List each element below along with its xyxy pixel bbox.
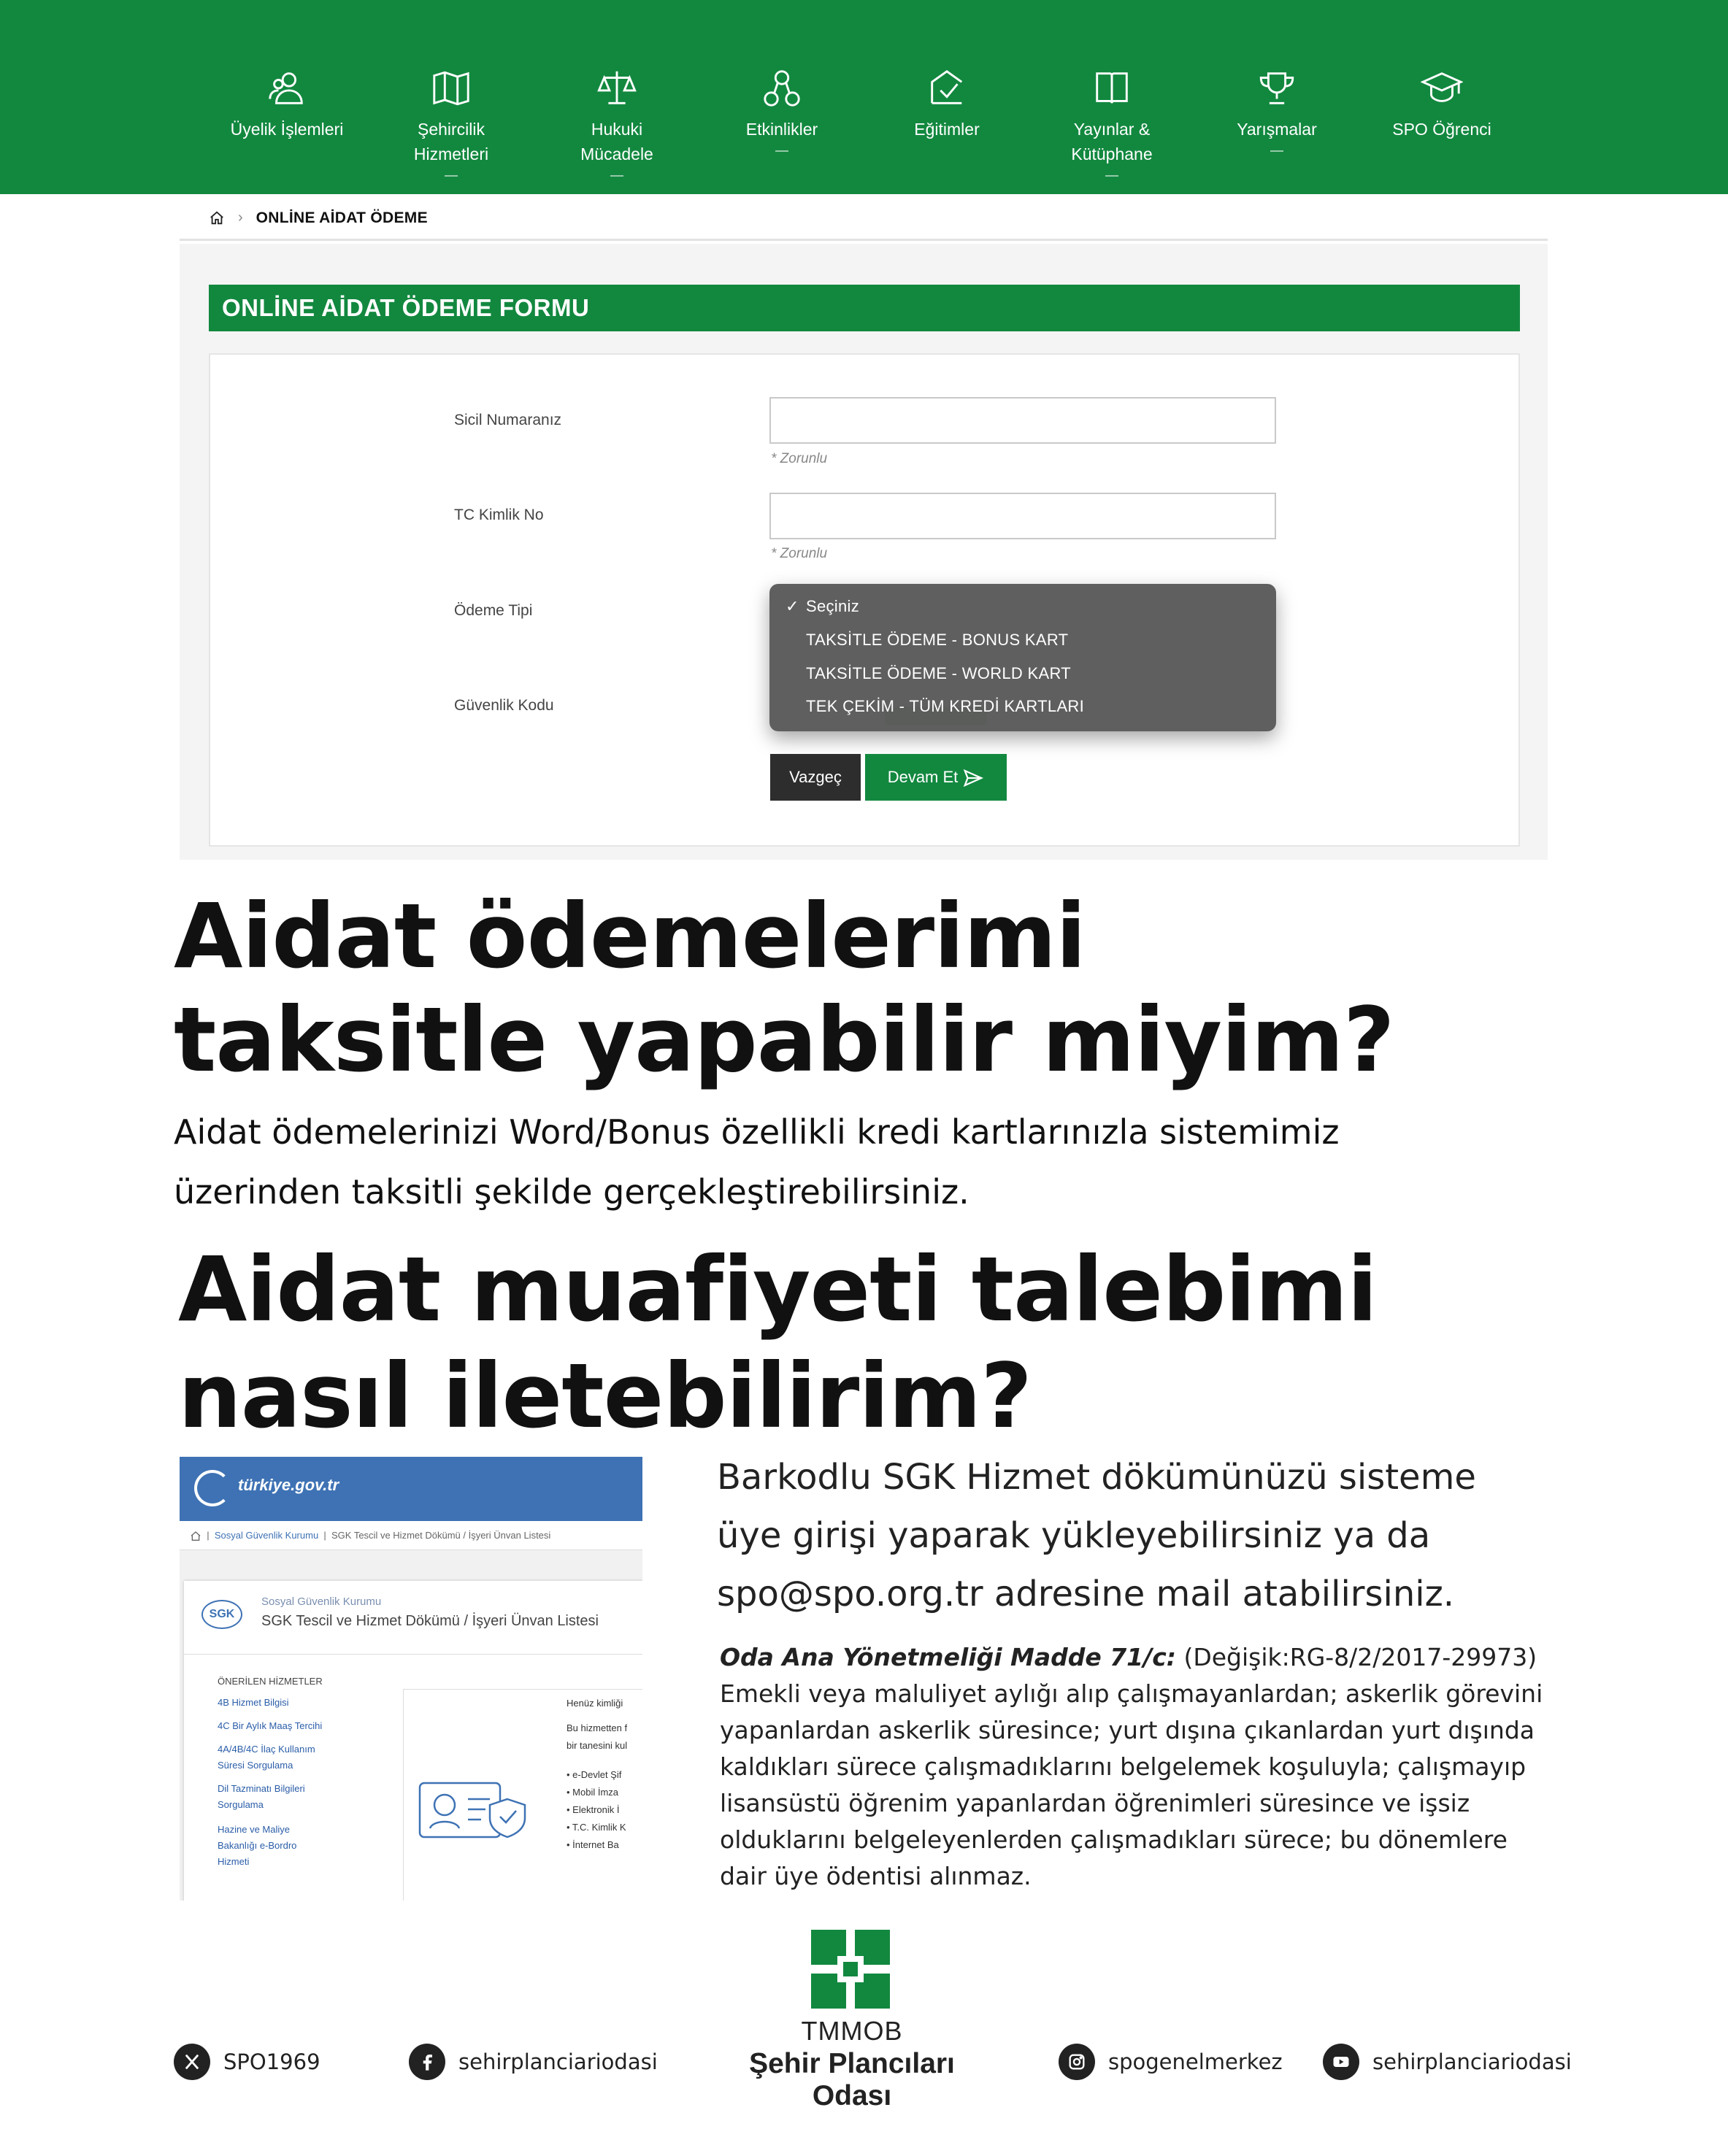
regulation-line: dair üye ödentisi alınmaz.: [720, 1862, 1032, 1890]
sgk-title: SGK Tescil ve Hizmet Dökümü / İşyeri Ünvan Listesi: [261, 1613, 599, 1629]
sgk-screenshot: [180, 1457, 642, 1901]
continue-button-label: Devam Et: [887, 768, 959, 786]
sgk-header: [180, 1457, 642, 1521]
regulation-ref: Oda Ana Yönetmeliği Madde 71/c:: [720, 1643, 1176, 1671]
regulation-line: kaldıkları sürece çalışmadıklarını belgelemek koşuluyla; çalışmayıp: [720, 1752, 1527, 1781]
sgk-side-item: 4A/4B/4C İlaç Kullanım Süresi Sorgulama: [218, 1744, 315, 1771]
nav-indicator: [610, 175, 623, 177]
answer-2-line-2: üye girişi yaparak yükleyebilirsiniz ya da: [717, 1515, 1431, 1556]
regulation-line: olduklarını belgeleyenlerden çalışmadıkları sürece; bu dönemlere: [720, 1825, 1508, 1854]
sicil-input[interactable]: [769, 397, 1276, 444]
tc-label: TC Kimlik No: [454, 507, 544, 523]
sgk-box-list: • e-Devlet Şif • Mobil İmza • Elektronik İ • T.C. Kimlik K • İnternet Ba: [567, 1769, 626, 1850]
regulation-change: (Değişik:RG-8/2/2017-29973): [1183, 1643, 1537, 1671]
social-x[interactable]: [174, 2044, 320, 2080]
home-icon[interactable]: [209, 210, 225, 226]
breadcrumb-current: ONLİNE AİDAT ÖDEME: [256, 209, 428, 226]
dropdown-option-world[interactable]: TAKSİTLE ÖDEME - WORLD KART: [806, 664, 1072, 682]
map-icon: [430, 67, 472, 109]
sgk-side-item: Hazine ve Maliye Bakanlığı e-Bordro Hizmeti: [218, 1824, 297, 1867]
breadcrumb: [180, 197, 1548, 241]
sgk-side-heading: ÖNERİLEN HİZMETLER: [218, 1676, 323, 1687]
social-facebook[interactable]: [409, 2044, 658, 2080]
social-x-handle: SPO1969: [223, 2049, 320, 2074]
sgk-brand: türkiye.gov.tr: [238, 1476, 339, 1494]
dropdown-option-seciniz[interactable]: Seçiniz: [806, 597, 860, 615]
facebook-icon: [409, 2044, 445, 2080]
check-icon: ✓: [786, 597, 799, 615]
question-2-line-1: Aidat muafiyeti talebimi: [178, 1238, 1378, 1341]
regulation-line: lisansüstü öğrenim yapanlardan öğrenimleri süresince ve işsiz: [720, 1789, 1470, 1817]
instagram-icon: [1059, 2044, 1095, 2080]
home-icon: [190, 1530, 201, 1541]
nav-item-hukuki[interactable]: Hukuki Mücadele: [534, 67, 699, 177]
cancel-button-label: Vazgeç: [789, 768, 842, 786]
sicil-required-hint: * Zorunlu: [771, 451, 828, 466]
scales-icon: [596, 67, 638, 109]
sgk-side-item: 4C Bir Aylık Maaş Tercihi: [218, 1720, 323, 1731]
social-instagram-handle: spogenelmerkez: [1108, 2049, 1283, 2074]
answer-1-line-2: üzerinden taksitli şekilde gerçekleştirebilirsiniz.: [174, 1172, 969, 1212]
turkiye-gov-logo: [194, 1470, 231, 1506]
nav-item-sehircilik[interactable]: Şehircilik Hizmetleri: [369, 67, 534, 177]
regulation-heading: [720, 1639, 1552, 1676]
social-instagram[interactable]: [1059, 2044, 1283, 2080]
answer-2-line-3: spo@spo.org.tr adresine mail atabilirsiniz.: [717, 1574, 1455, 1614]
sgk-box-text: Bu hizmetten f bir tanesini kul: [567, 1722, 628, 1751]
social-youtube[interactable]: [1323, 2044, 1572, 2080]
trophy-icon: [1256, 67, 1298, 109]
nav-item-egitimler[interactable]: Eğitimler: [864, 67, 1029, 142]
chevron-right-icon: ›: [238, 209, 243, 226]
question-1-line-2: taksitle yapabilir miyim?: [174, 988, 1394, 1092]
network-icon: [761, 67, 803, 109]
sgk-crumb-2: SGK Tescil ve Hizmet Dökümü / İşyeri Ünvan Listesi: [331, 1530, 551, 1541]
regulation-line: yapanlardan askerlik süresince; yurt dışına çıkanlardan yurt dışında: [720, 1716, 1535, 1744]
odeme-tipi-dropdown[interactable]: [769, 584, 1276, 731]
nav-item-yayinlar[interactable]: Yayınlar & Kütüphane: [1029, 67, 1194, 177]
question-2-line-2: nasıl iletebilirim?: [178, 1344, 1032, 1448]
education-icon: [926, 67, 968, 109]
sgk-panel: [184, 1581, 642, 1901]
sgk-breadcrumb: | Sosyal Güvenlik Kurumu | SGK Tescil ve Hizmet Dökümü / İşyeri Ünvan Listesi: [180, 1521, 642, 1550]
x-icon: [174, 2044, 210, 2080]
sgk-side-item: Dil Tazminatı Bilgileri Sorgulama: [218, 1783, 305, 1810]
social-youtube-handle: sehirplanciariodasi: [1372, 2049, 1572, 2074]
nav-item-uyelik[interactable]: Üyelik İşlemleri: [204, 67, 369, 142]
odeme-tipi-label: Ödeme Tipi: [454, 602, 533, 619]
spo-logo-icon: [811, 1930, 890, 2009]
social-facebook-handle: sehirplanciariodasi: [458, 2049, 658, 2074]
nav-item-spo-ogrenci[interactable]: SPO Öğrenci: [1359, 67, 1524, 142]
cancel-button[interactable]: [770, 754, 861, 801]
nav-indicator: [1270, 150, 1283, 152]
sgk-box-text: Henüz kimliği: [567, 1698, 623, 1709]
nav-indicator: [445, 175, 458, 177]
tc-required-hint: * Zorunlu: [771, 546, 828, 561]
sgk-side-item: 4B Hizmet Bilgisi: [218, 1697, 289, 1708]
send-icon: [962, 767, 984, 789]
divider: [184, 1654, 642, 1655]
users-icon: [266, 67, 308, 109]
answer-2-line-1: Barkodlu SGK Hizmet dökümünüzü sisteme: [717, 1457, 1476, 1498]
dropdown-option-tek-cekim[interactable]: TEK ÇEKİM - TÜM KREDİ KARTLARI: [806, 697, 1085, 715]
nav-indicator: [1105, 175, 1118, 177]
regulation-line: Emekli veya maluliyet aylığı alıp çalışmayanlardan; askerlik görevini: [720, 1679, 1543, 1708]
sicil-label: Sicil Numaranız: [454, 412, 562, 428]
sgk-logo: SGK: [201, 1600, 242, 1629]
sgk-kurum: Sosyal Güvenlik Kurumu: [261, 1595, 382, 1608]
nav-item-yarismalar[interactable]: Yarışmalar: [1194, 67, 1359, 152]
guvenlik-kodu-label: Güvenlik Kodu: [454, 697, 554, 714]
question-1-line-1: Aidat ödemelerimi: [174, 885, 1086, 988]
continue-button[interactable]: [865, 754, 1007, 801]
dropdown-option-bonus[interactable]: TAKSİTLE ÖDEME - BONUS KART: [806, 631, 1069, 649]
youtube-icon: [1323, 2044, 1359, 2080]
graduation-cap-icon: [1421, 67, 1463, 109]
tc-input[interactable]: [769, 493, 1276, 539]
answer-1-line-1: Aidat ödemelerinizi Word/Bonus özellikli kredi kartlarınızla sistemimiz: [174, 1112, 1340, 1152]
id-card-shield-icon: [417, 1777, 534, 1843]
top-navigation: [0, 0, 1728, 194]
form-title: ONLİNE AİDAT ÖDEME FORMU: [209, 285, 1520, 331]
sgk-crumb-1: Sosyal Güvenlik Kurumu: [214, 1530, 319, 1541]
nav-indicator: [775, 150, 788, 152]
org-name-tmmob: TMMOB: [801, 2016, 903, 2046]
book-icon: [1091, 67, 1133, 109]
org-name-spo: Şehir Plancıları Odası: [749, 2048, 955, 2111]
nav-item-etkinlikler[interactable]: Etkinlikler: [699, 67, 864, 152]
